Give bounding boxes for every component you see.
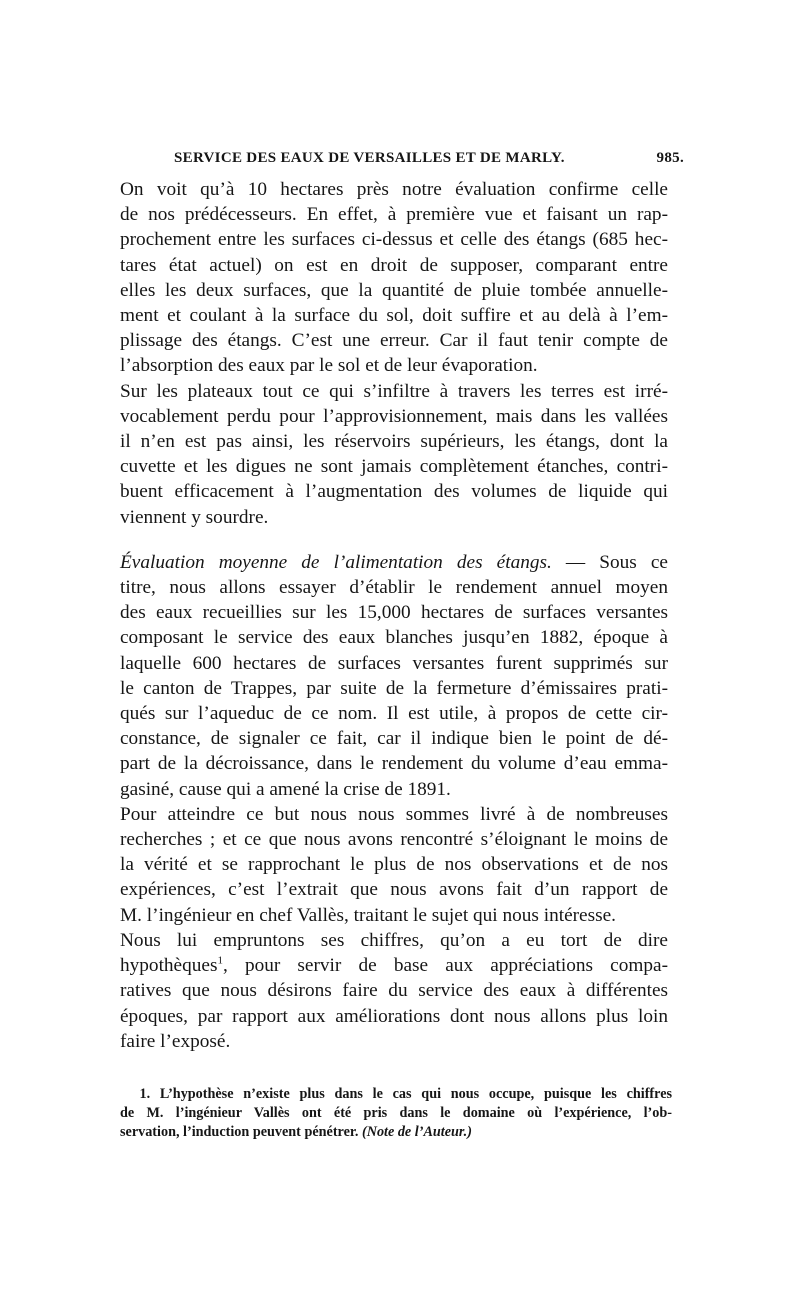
text-line: buent efficacement à l’augmentation des volumes de liquide qui — [120, 481, 668, 503]
text-line: des eaux recueillies sur les 15,000 hectares de surfaces versantes — [120, 602, 668, 624]
footnote-line — [120, 1085, 672, 1104]
text-line: ment et coulant à la surface du sol, doit suffire et au delà à l’em- — [120, 305, 668, 327]
text-line: Nous lui empruntons ses chiffres, qu’on a eu tort de dire — [120, 929, 668, 951]
text-line: part de la décroissance, dans le rendement du volume d’eau emma- — [120, 753, 668, 775]
text-line: elles les deux surfaces, que la quantité de pluie tombée annuelle- — [120, 279, 668, 301]
text-line: plissage des étangs. C’est une erreur. Car il faut tenir compte de — [120, 330, 668, 352]
text-line: la vérité et se rapprochant le plus de nos observations et de nos — [120, 854, 668, 876]
text-line: le canton de Trappes, par suite de la fermeture d’émissaires prati- — [120, 677, 668, 699]
text-line: époques, par rapport aux améliorations dont nous allons plus loin — [120, 1005, 668, 1027]
text-line: On voit qu’à 10 hectares près notre évaluation confirme celle — [120, 179, 668, 200]
text-line-with-note — [120, 953, 668, 978]
text-line: il n’en est pas ainsi, les réservoirs supérieurs, les étangs, dont la — [120, 431, 668, 453]
text-line: expériences, c’est l’extrait que nous avons fait d’un rapport de — [120, 879, 668, 901]
section-heading: Évaluation moyenne de l’alimentation des étangs. — [120, 551, 552, 573]
text-line: gasiné, cause qui a amené la crise de 1891. — [120, 778, 451, 800]
footnote-line: de M. l’ingénieur Vallès ont été pris dans le domaine où l’expérience, l’ob- — [120, 1105, 672, 1121]
footnote-marker: 1. — [139, 1086, 151, 1102]
text-line: titre, nous allons essayer d’établir le rendement annuel moyen — [120, 577, 668, 599]
text-line: cuvette et les digues ne sont jamais complètement étanches, contri- — [120, 456, 668, 478]
text-line: recherches ; et ce que nous avons rencontré s’éloignant le moins de — [120, 829, 668, 851]
text-line: tares état actuel) on est en droit de supposer, comparant entre — [120, 254, 668, 276]
text-fragment: , pour servir de base aux appréciations compa- — [222, 955, 668, 977]
footnote-author-note: (Note de l’Auteur.) — [361, 1124, 472, 1140]
footnote-text: servation, l’induction peuvent pénétrer. — [120, 1124, 359, 1140]
paragraph-4 — [120, 802, 668, 928]
running-head — [118, 147, 684, 169]
text-line: Sur les plateaux tout ce qui s’infiltre à travers les terres est irré- — [120, 380, 668, 402]
text-line: de nos prédécesseurs. En effet, à première vue et faisant un rap- — [120, 204, 668, 226]
section-heading-line — [120, 550, 668, 575]
text-fragment: hypothèques — [120, 955, 218, 977]
text-line: M. l’ingénieur en chef Vallès, traitant le sujet qui nous intéresse. — [120, 904, 617, 926]
section-gap — [120, 530, 668, 550]
text-line: composant le service des eaux blanches jusqu’en 1882, époque à — [120, 627, 668, 649]
text-line: ratives que nous désirons faire du service des eaux à différentes — [120, 980, 668, 1002]
footnote-text: L’hypothèse n’existe plus dans le cas qui nous occupe, puisque les chiffres — [159, 1086, 673, 1102]
text-line: faire l’exposé. — [120, 1030, 231, 1052]
footnote-line — [120, 1123, 672, 1142]
running-head-title: SERVICE DES EAUX DE VERSAILLES ET DE MARLY. — [174, 150, 565, 166]
text-line: l’absorption des eaux par le sol et de leur évaporation. — [120, 355, 538, 377]
text-line: constance, de signaler ce fait, car il indique bien le point de dé- — [120, 728, 668, 750]
paragraph-1 — [120, 177, 668, 379]
text-line: vocablement perdu pour l’approvisionnement, mais dans les vallées — [120, 405, 668, 427]
page-number: 985. — [656, 150, 684, 166]
paragraph-3 — [120, 550, 668, 802]
footnote-reference[interactable]: 1 — [217, 954, 223, 967]
body-text — [120, 177, 668, 1054]
text-line: qués sur l’aqueduc de ce nom. Il est utile, à propos de cette cir- — [120, 703, 668, 725]
text-line: Pour atteindre ce but nous nous sommes livré à de nombreuses — [120, 803, 668, 825]
footnote — [120, 1085, 672, 1142]
paragraph-5 — [120, 928, 668, 1054]
heading-continuation: — Sous ce — [551, 551, 668, 573]
text-line: viennent y sourdre. — [120, 506, 269, 528]
text-line: prochement entre les surfaces ci-dessus et celle des étangs (685 hec- — [120, 229, 668, 251]
text-line: laquelle 600 hectares de surfaces versantes furent supprimés sur — [120, 652, 668, 674]
paragraph-2 — [120, 379, 668, 530]
